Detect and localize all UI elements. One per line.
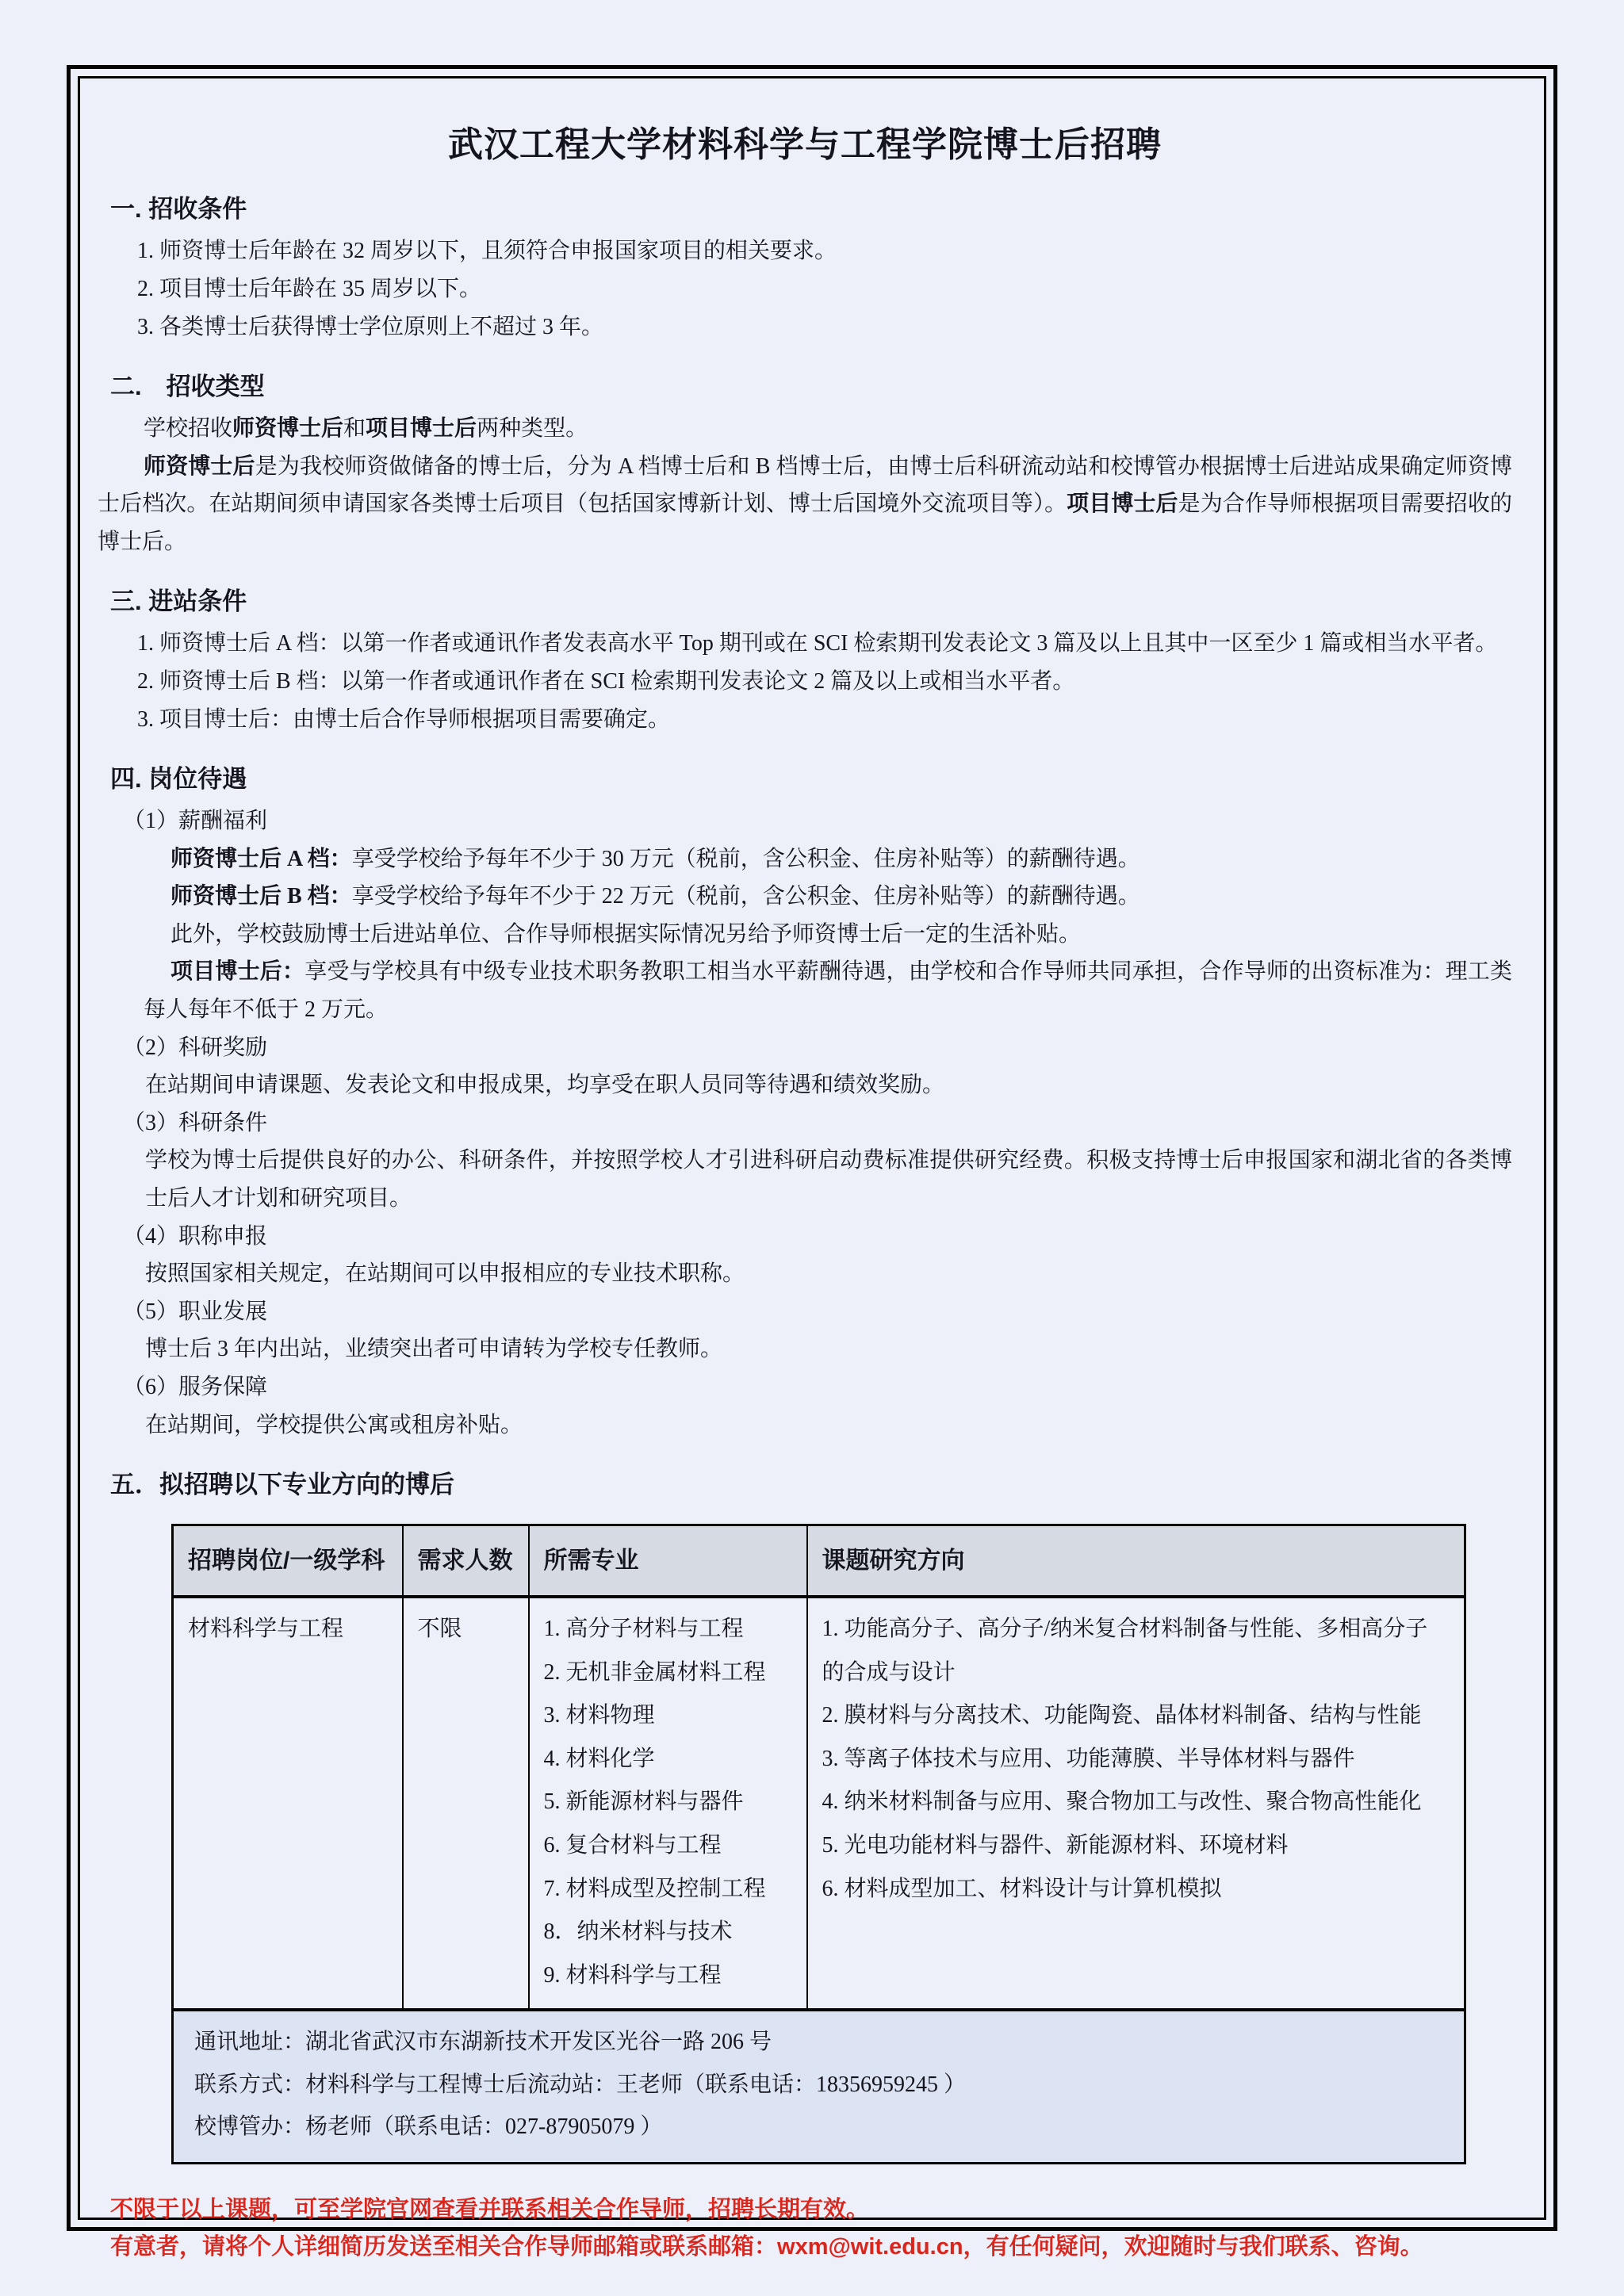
section-4-heading: 四. 岗位待遇: [110, 765, 247, 794]
column-header-majors: 所需专业: [529, 1525, 807, 1598]
document-content: [80, 78, 1544, 2260]
major-item: 8．纳米材料与技术: [543, 1919, 733, 1945]
direction-item: 6. 材料成型加工、材料设计与计算机模拟: [822, 1876, 1222, 1901]
paragraph: [144, 840, 1512, 878]
text-run: 两种类型。: [477, 416, 588, 442]
bold-text-run: 师资博士后 B 档：: [170, 884, 352, 909]
major-item: 1. 高分子材料与工程: [543, 1617, 744, 1642]
major-item: 2. 无机非金属材料工程: [543, 1659, 766, 1685]
table-row: [173, 1597, 1465, 2010]
contact-admin-line: 校博管办：杨老师（联系电话：027-87905079 ）: [194, 2114, 663, 2139]
paragraph: 在站期间，学校提供公寓或租房补贴。: [145, 1412, 523, 1437]
outer-border-frame: [67, 65, 1557, 2260]
list-item: 2. 师资博士后 B 档：以第一作者或通讯作者在 SCI 检索期刊发表论文 2 篇及以上或相当水平者。: [137, 668, 1075, 694]
contact-phone-line: 联系方式：材料科学与工程博士后流动站：王老师（联系电话：18356959245 ）: [194, 2072, 967, 2097]
text-run: 是为我校师资做储备的博士后，分为 A 档博士后和 B 档博士后，由博士后科研流动站和校博管办根据博士后进站成果确定师资博士后档次。在站期间须申请国家各类博士后项目（包括国家博新计划、博士后国境外交流项目等）。: [98, 453, 1512, 517]
bold-text-run: 师资博士后 A 档：: [170, 846, 352, 871]
paragraph: 博士后 3 年内出站，业绩突出者可申请转为学校专任教师。: [145, 1337, 723, 1362]
major-item: 3. 材料物理: [543, 1703, 655, 1728]
paragraph: 学校为博士后提供良好的办公、科研条件，并按照学校人才引进科研启动费标准提供研究经费。积极支持博士后申报国家和湖北省的各类博士后人才计划和研究项目。: [145, 1148, 1512, 1211]
text-run: 此外，学校鼓励博士后进站单位、合作导师根据实际情况另给予师资博士后一定的生活补贴。: [170, 921, 1082, 947]
page-title: 武汉工程大学材料科学与工程学院博士后招聘: [448, 125, 1162, 164]
table-header-row: [173, 1525, 1465, 1598]
paragraph: [144, 878, 1512, 916]
list-item: 2. 项目博士后年龄在 35 周岁以下。: [137, 276, 482, 301]
major-item: 4. 材料化学: [543, 1746, 655, 1771]
cell-text: 材料科学与工程: [188, 1617, 344, 1642]
cell-position: [173, 1597, 403, 2010]
cell-majors: [529, 1597, 807, 2010]
cell-headcount: [403, 1597, 529, 2010]
column-header-headcount: 需求人数: [403, 1525, 529, 1598]
section-5-heading: 五．拟招聘以下专业方向的博后: [110, 1471, 454, 1499]
contact-row: [173, 2010, 1465, 2163]
direction-item: 3. 等离子体技术与应用、功能薄膜、半导体材料与器件: [822, 1746, 1355, 1771]
paragraph: 按照国家相关规定，在站期间可以申报相应的专业技术职称。: [145, 1261, 745, 1287]
subsection-label: （6）服务保障: [123, 1374, 268, 1399]
paragraph: [98, 448, 1512, 561]
bold-text-run: 项目博士后: [366, 416, 477, 442]
paragraph: 在站期间申请课题、发表论文和申报成果，均享受在职人员同等待遇和绩效奖励。: [145, 1073, 945, 1098]
bold-text-run: 师资博士后: [144, 453, 255, 479]
text-run: 学校招收: [144, 416, 233, 442]
list-item: 1. 师资博士后年龄在 32 周岁以下，且须符合申报国家项目的相关要求。: [137, 239, 837, 264]
contact-block: [173, 2010, 1465, 2163]
major-item: 9. 材料科学与工程: [543, 1962, 722, 1988]
text-run: 享受与学校具有中级专业技术职务教职工相当水平薪酬待遇，由学校和合作导师共同承担，合作导师的出资标准为：理工类每人每年不低于 2 万元。: [144, 959, 1512, 1023]
inner-border-frame: [78, 76, 1546, 2260]
text-run: 和: [343, 416, 366, 442]
subsection-label: （5）职业发展: [123, 1299, 268, 1324]
cell-text: 不限: [417, 1617, 462, 1642]
subsection-label: （4）职称申报: [123, 1223, 268, 1249]
direction-item: 1. 功能高分子、高分子/纳米复合材料制备与性能、多相高分子的合成与设计: [822, 1617, 1428, 1685]
column-header-directions: 课题研究方向: [807, 1525, 1465, 1598]
recruitment-table: [171, 1524, 1466, 2164]
section-1-heading: 一. 招收条件: [110, 195, 247, 224]
cell-directions: [807, 1597, 1465, 2010]
contact-address: 通讯地址：湖北省武汉市东湖新技术开发区光谷一路 206 号: [194, 2030, 772, 2055]
section-3-heading: 三. 进站条件: [110, 587, 247, 616]
major-item: 7. 材料成型及控制工程: [543, 1876, 766, 1901]
major-item: 6. 复合材料与工程: [543, 1833, 722, 1858]
paragraph: [144, 916, 1512, 954]
direction-item: 5. 光电功能材料与器件、新能源材料、环境材料: [822, 1833, 1289, 1858]
footer-note: 不限于以上课题，可至学院官网查看并联系相关合作导师，招聘长期有效。: [110, 2197, 870, 2223]
bold-text-run: 师资博士后: [232, 416, 344, 442]
bold-text-run: 项目博士后：: [170, 959, 305, 985]
major-item: 5. 新能源材料与器件: [543, 1789, 744, 1815]
list-item: 1. 师资博士后 A 档：以第一作者或通讯作者发表高水平 Top 期刊或在 SCI 检索期刊发表论文 3 篇及以上且其中一区至少 1 篇或相当水平者。: [137, 631, 1498, 656]
direction-item: 4. 纳米材料制备与应用、聚合物加工与改性、聚合物高性能化: [822, 1789, 1422, 1815]
list-item: 3. 项目博士后：由博士后合作导师根据项目需要确定。: [137, 706, 671, 732]
bold-text-run: 项目博士后: [1067, 492, 1178, 517]
list-item: 3. 各类博士后获得博士学位原则上不超过 3 年。: [137, 314, 604, 339]
text-run: 享受学校给予每年不少于 30 万元（税前，含公积金、住房补贴等）的薪酬待遇。: [351, 846, 1140, 871]
column-header-position: 招聘岗位/一级学科: [173, 1525, 403, 1598]
paragraph: [98, 410, 1512, 448]
subsection-label: （1）薪酬福利: [123, 809, 268, 834]
email-address: wxm@wit.edu.cn: [777, 2233, 963, 2260]
subsection-label: （3）科研条件: [123, 1110, 268, 1135]
text-run: 是为合作导师根据项目需要招收的博士后。: [98, 492, 1512, 554]
text-run: 享受学校给予每年不少于 22 万元（税前，含公积金、住房补贴等）的薪酬待遇。: [351, 884, 1140, 909]
section-2-heading: 二. 招收类型: [110, 373, 265, 401]
direction-item: 2. 膜材料与分离技术、功能陶瓷、晶体材料制备、结构与性能: [822, 1703, 1422, 1728]
text-run: ，有任何疑问，欢迎随时与我们联系、咨询。: [963, 2233, 1423, 2260]
subsection-label: （2）科研奖励: [123, 1035, 268, 1060]
paragraph: [144, 953, 1512, 1028]
text-run: 有意者，请将个人详细简历发送至相关合作导师邮箱或联系邮箱：: [110, 2233, 778, 2260]
footer-note: [110, 2229, 1512, 2266]
